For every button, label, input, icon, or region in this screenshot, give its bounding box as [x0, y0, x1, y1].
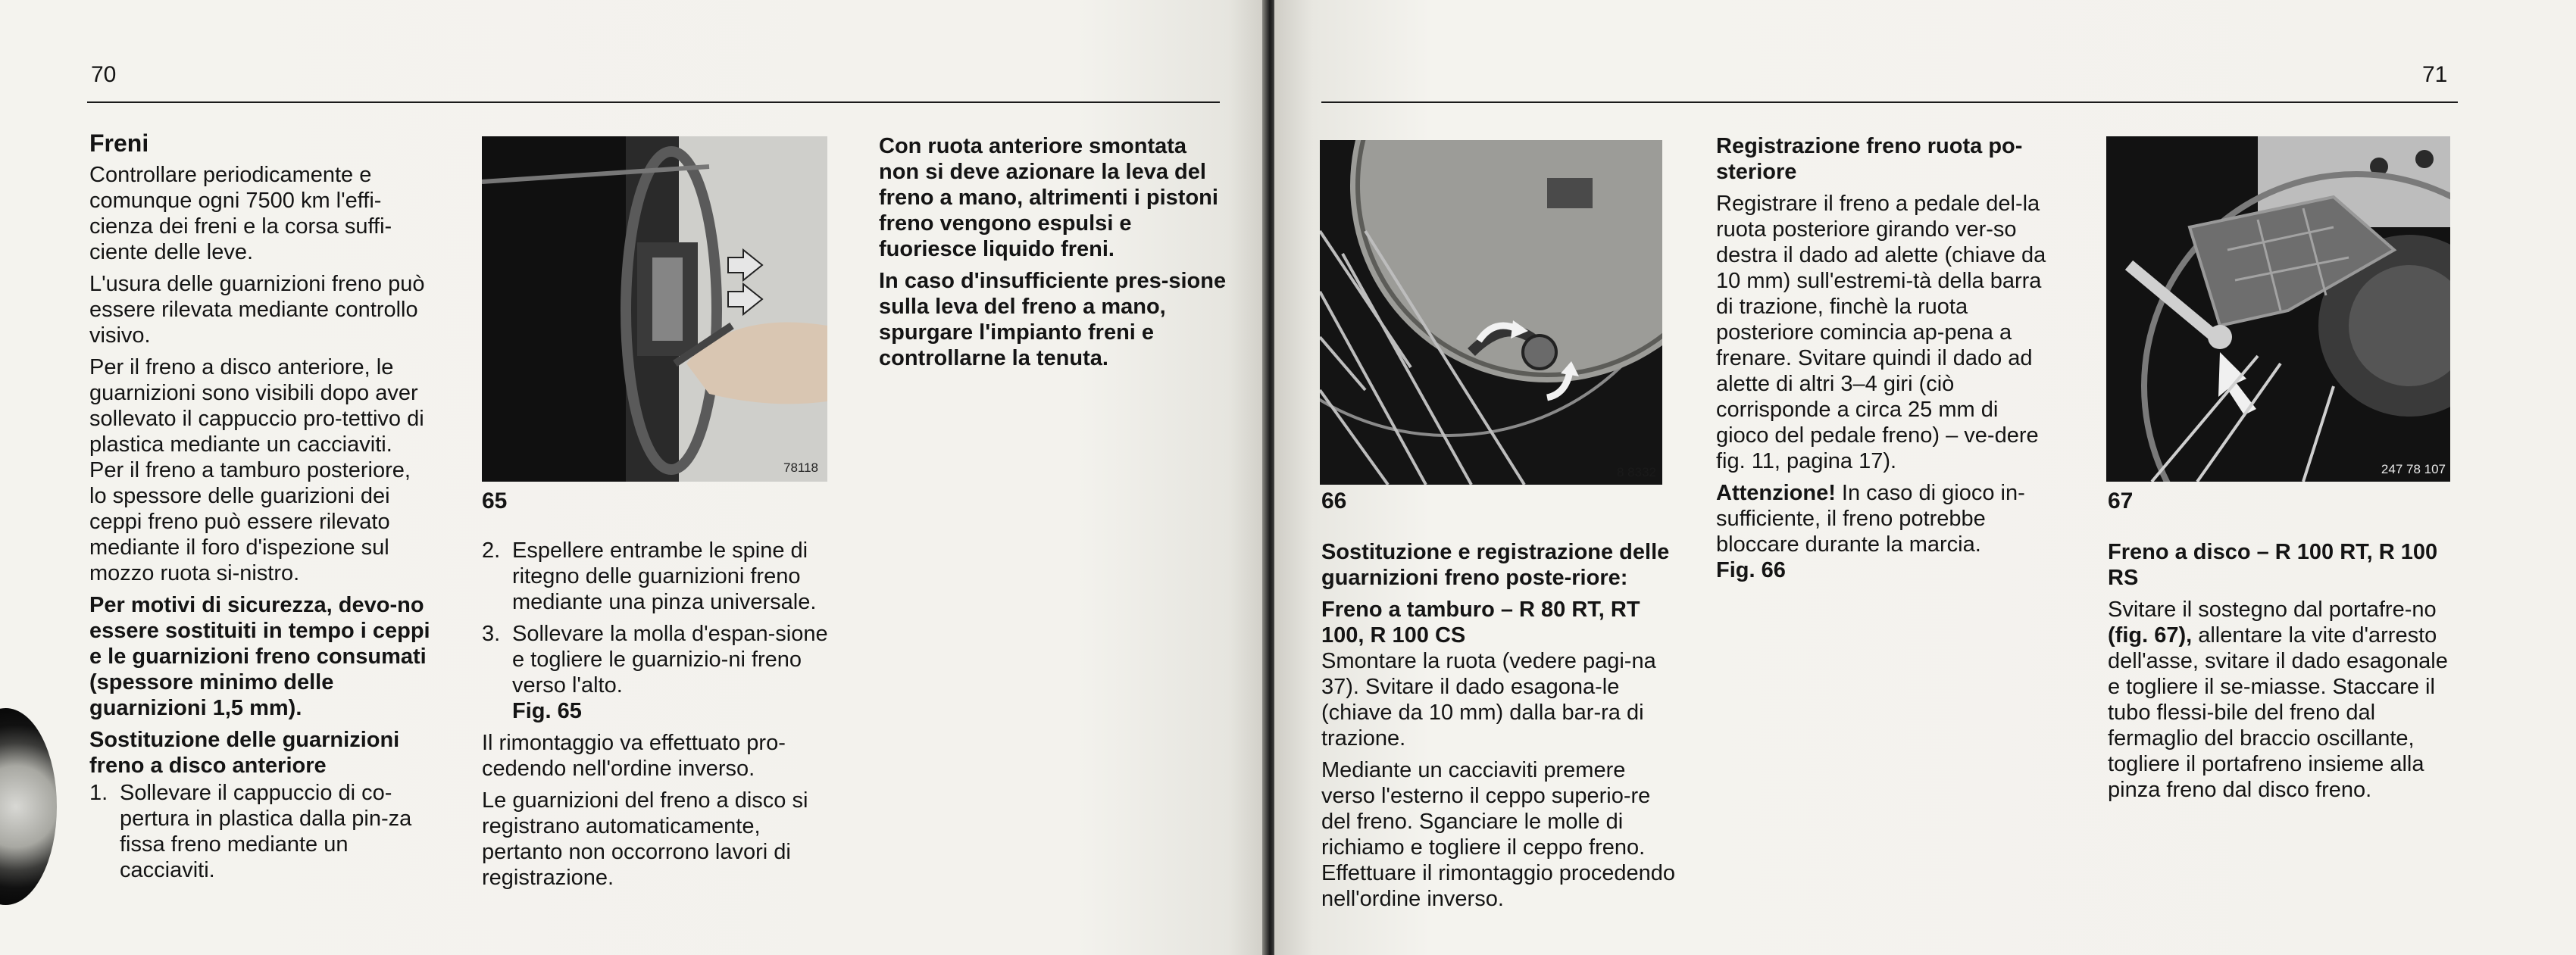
figure-reference: (fig. 67), — [2108, 623, 2193, 648]
rear-disc-brake-photo — [2106, 136, 2450, 482]
subsection-heading: Sostituzione delle guarnizioni freno a disco anteriore — [89, 728, 400, 778]
bold-warning: In caso d'insufficiente pres-sione sulla leva del freno a mano, spurgare l'impianto freni e controllarne la tenuta. — [879, 269, 1227, 370]
step-text: Espellere entrambe le spine di ritegno delle guarnizioni freno mediante una pinza universale. — [512, 538, 817, 614]
step-text: Sollevare la molla d'espan-sione e togliere le guarnizio-ni freno verso l'alto. — [512, 622, 828, 698]
right-page — [1274, 0, 2576, 955]
section-heading: Freno a disco – R 100 RT, R 100 RS — [2108, 540, 2438, 590]
front-brake-caliper-photo — [482, 136, 827, 482]
step-number: 1. — [89, 781, 108, 805]
figure-65-photo — [482, 136, 827, 482]
step-item — [482, 538, 830, 615]
paragraph — [2108, 597, 2453, 803]
figure-number: 65 — [482, 488, 508, 513]
figure-number: 67 — [2108, 488, 2134, 513]
header-rule — [87, 101, 1220, 103]
paragraph: Registrare il freno a pedale del-la ruota posteriore girando ver-so destra il dado ad alette (chiave da 10 mm) sull'estremi-tà della barra di trazione, finchè la ruota posteriore comincia ap-pena a frenare. Svitare quindi il dado ad alette di altri 3–4 giri (ciò corrisponde a circa 25 mm di gioco del pedale freno) – ve-dere fig. 11, pagina 17). — [1716, 192, 2046, 473]
rear-drum-brake-photo — [1320, 140, 1662, 485]
step-list — [89, 780, 430, 883]
paragraph: Per il freno a disco anteriore, le guarnizioni sono visibili dopo aver sollevato il cappuccio pro-tettivo di plastica mediante un cacciaviti. Per il freno a tamburo posteriore, lo spessore delle guarizioni dei ceppi freno può essere rilevato mediante il foro d'ispezione sul mozzo ruota si-nistro. — [89, 355, 424, 585]
figure-number: 66 — [1321, 488, 1347, 513]
step-item — [89, 780, 430, 883]
left-page — [0, 0, 1267, 955]
text-run: Svitare il sostegno dal portafre-no — [2108, 598, 2437, 622]
figure-reference: Fig. 65 — [512, 699, 582, 723]
bold-warning: Con ruota anteriore smontata non si deve azionare la leva del freno a mano, altrimenti i pistoni freno vengono espulsi e fuoriesce liquido freni. — [879, 134, 1218, 261]
left-column-1 — [89, 129, 430, 889]
attention-paragraph — [1716, 480, 2055, 557]
page-number: 71 — [2422, 62, 2448, 87]
section-heading: Registrazione freno ruota po-steriore — [1716, 134, 2023, 184]
step-text: Sollevare il cappuccio di co-pertura in plastica dalla pin-za fissa freno mediante un cacciaviti. — [120, 781, 412, 882]
step-number: 2. — [482, 538, 501, 563]
paragraph: Il rimontaggio va effettuato pro-cedendo nell'ordine inverso. — [482, 731, 786, 781]
step-text-wrap — [512, 621, 830, 724]
header-rule — [1321, 101, 2458, 103]
safety-warning: Per motivi di sicurezza, devo-no essere sostituiti in tempo i ceppi e le guarnizioni freno consumati (spessore minimo delle guarnizioni 1,5 mm). — [89, 593, 430, 720]
photo-code: 8 8332 — [1617, 465, 1656, 479]
step-item — [482, 621, 830, 724]
section-heading: Sostituzione e registrazione delle guarnizioni freno poste-riore: — [1321, 540, 1670, 590]
right-column-2 — [1716, 133, 2055, 589]
adjacent-object-edge — [0, 708, 57, 905]
figure-reference: Fig. 66 — [1716, 558, 1786, 582]
attention-text: In caso di gioco in-sufficiente, il freno potrebbe bloccare durante la marcia. — [1716, 481, 2025, 557]
step-number: 3. — [482, 622, 501, 646]
subsection-heading: Freno a tamburo – R 80 RT, RT 100, R 100 CS — [1321, 598, 1640, 648]
text-run: allentare la vite d'arresto dell'asse, svitare il dado esagonale e togliere il se-miasse. Staccare il tubo flessi-bile del freno dal fermaglio del braccio oscillante, togliere il portafreno insieme alla pinza freno dal disco freno. — [2108, 623, 2448, 802]
figure-66-photo — [1320, 140, 1662, 485]
right-column-1 — [1321, 539, 1677, 918]
paragraph: Smontare la ruota (vedere pagi-na 37). Svitare il dado esagona-le (chiave da 10 mm) dalla bar-ra di trazione. — [1321, 649, 1656, 751]
left-column-3 — [879, 133, 1227, 377]
paragraph: L'usura delle guarnizioni freno può essere rilevata mediante controllo visivo. — [89, 272, 425, 348]
left-column-2 — [482, 538, 830, 897]
section-heading: Freni — [89, 130, 149, 157]
attention-label: Attenzione! — [1716, 481, 1836, 505]
step-list — [482, 538, 830, 724]
paragraph: Le guarnizioni del freno a disco si registrano automaticamente, pertanto non occorrono lavori di registrazione. — [482, 788, 808, 890]
figure-67-photo — [2106, 136, 2450, 482]
photo-code: 247 78 107 — [2381, 462, 2446, 476]
page-number: 70 — [91, 62, 117, 87]
paragraph: Mediante un cacciaviti premere verso l'esterno il ceppo superio-re del freno. Sganciare le molle di richiamo e togliere il ceppo freno. Effettuare il rimontaggio procedendo nell'ordine inverso. — [1321, 758, 1675, 911]
right-column-3 — [2108, 539, 2453, 809]
photo-code: 78118 — [783, 460, 818, 475]
paragraph: Controllare periodicamente e comunque ogni 7500 km l'effi-cienza dei freni e la corsa suffi-ciente delle leve. — [89, 163, 392, 264]
